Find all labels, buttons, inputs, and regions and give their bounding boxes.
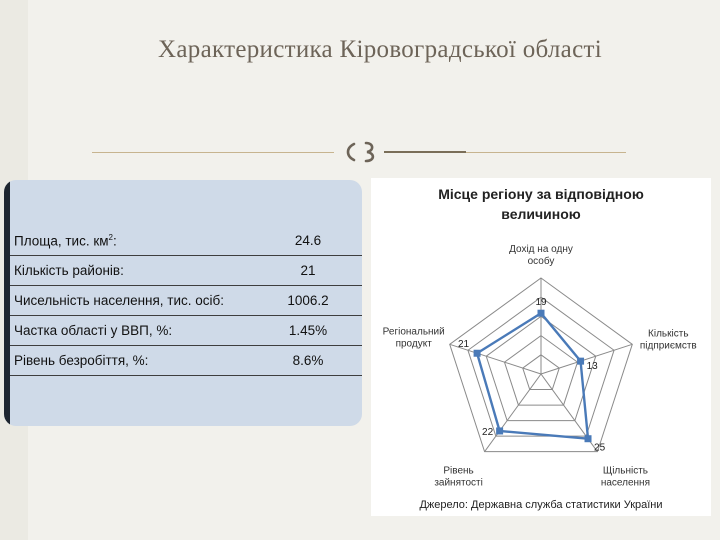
row-value: 1006.2 bbox=[287, 293, 329, 308]
table-row bbox=[10, 256, 362, 286]
radar-axis-label: Рівень зайнятості bbox=[434, 465, 483, 489]
radar-axis-label: Регіональний продукт bbox=[382, 326, 445, 350]
chart-title-line1: Місце регіону за відповідною bbox=[438, 186, 644, 202]
table-row bbox=[10, 346, 362, 376]
table-row bbox=[10, 226, 362, 256]
row-value: 8.6% bbox=[292, 353, 324, 368]
divider-left bbox=[92, 152, 334, 153]
radar-chart bbox=[371, 178, 711, 498]
row-value: 21 bbox=[300, 263, 316, 278]
row-label: Кількість районів: bbox=[14, 263, 124, 278]
stats-table-card bbox=[4, 180, 362, 426]
radar-chart-card bbox=[371, 178, 711, 516]
row-label: Частка області у ВВП, %: bbox=[14, 323, 173, 338]
radar-value-label: 13 bbox=[586, 361, 598, 373]
slide-title: Характеристика Кіровоградської області bbox=[158, 36, 602, 63]
row-label: Площа, тис. $км^2$: bbox=[14, 233, 117, 249]
table-row bbox=[10, 286, 362, 316]
table-row bbox=[10, 316, 362, 346]
label-suffix: : bbox=[112, 233, 117, 249]
radar-point bbox=[538, 310, 545, 317]
radar-value-label: 19 bbox=[535, 297, 547, 309]
ornament-icon bbox=[336, 138, 384, 166]
chart-title-line2: величиною bbox=[501, 206, 581, 222]
radar-value-label: 22 bbox=[482, 426, 494, 438]
row-label: Чисельність населення, тис. осіб: bbox=[14, 293, 225, 308]
radar-axis-label: Дохід на одну особу bbox=[509, 244, 573, 267]
radar-axis-label: Щільність населення bbox=[600, 465, 651, 489]
radar-spoke bbox=[485, 374, 541, 452]
superscript: 2 bbox=[108, 233, 113, 242]
radar-point bbox=[474, 350, 481, 357]
row-label: Рівень безробіття, %: bbox=[14, 353, 149, 368]
radar-value-label: 25 bbox=[594, 442, 606, 454]
radar-point bbox=[577, 358, 584, 365]
row-value: 24.6 bbox=[294, 233, 322, 248]
chart-source: Джерело: Державна служба статистики України bbox=[419, 499, 663, 511]
radar-point bbox=[585, 435, 592, 442]
radar-value-label: 21 bbox=[457, 339, 470, 351]
row-value: 1.45% bbox=[288, 323, 328, 338]
radar-point bbox=[496, 427, 503, 434]
stats-table bbox=[10, 226, 362, 376]
radar-axis-label: Кількість підприємств bbox=[639, 328, 697, 352]
divider-accent bbox=[384, 151, 466, 153]
